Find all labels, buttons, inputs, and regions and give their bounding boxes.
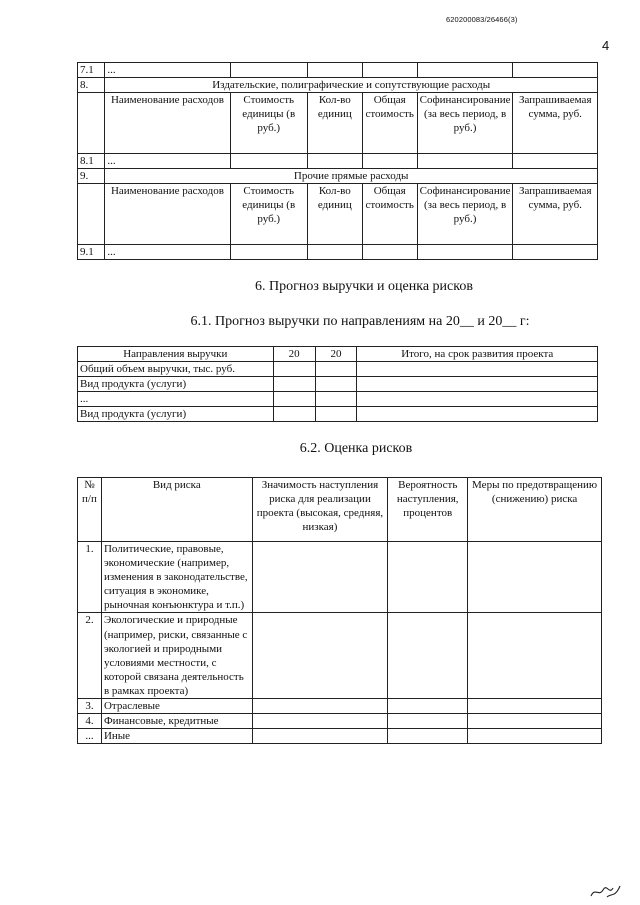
document-id: 620200083/26466(3) bbox=[446, 15, 518, 24]
subsection-heading: 6.1. Прогноз выручки по направлениям на 20__ и 20__ г: bbox=[190, 314, 530, 329]
section-heading: 6. Прогноз выручки и оценка рисков bbox=[255, 279, 473, 294]
row-label: Общий объем выручки, тыс. руб. bbox=[78, 362, 274, 377]
cell bbox=[513, 63, 598, 78]
row-label: Вид продукта (услуги) bbox=[78, 377, 274, 392]
header-row bbox=[78, 478, 602, 542]
column-header: Значимость наступления риска для реализации проекта (высокая, средняя, низкая) bbox=[252, 478, 388, 542]
cell bbox=[315, 377, 357, 392]
cell bbox=[315, 362, 357, 377]
cell bbox=[252, 613, 388, 699]
table-row bbox=[78, 362, 598, 377]
header-row bbox=[78, 93, 598, 154]
column-header: Общая стоимость bbox=[362, 93, 417, 154]
cell bbox=[357, 407, 598, 422]
risk-type: Политические, правовые, экономические (например, изменения в законодательстве, ситуация в экономике, рыночная конъюнктура и т.п.) bbox=[101, 542, 252, 613]
cell bbox=[468, 714, 602, 729]
column-header: Меры по предотвращению (снижению) риска bbox=[468, 478, 602, 542]
cell: ... bbox=[105, 63, 230, 78]
cell bbox=[307, 245, 362, 260]
cell bbox=[273, 392, 315, 407]
column-header: № п/п bbox=[78, 478, 102, 542]
row-number: 3. bbox=[78, 699, 102, 714]
row-number: 9. bbox=[78, 169, 105, 184]
expenses-table bbox=[77, 62, 598, 260]
cell bbox=[230, 154, 307, 169]
page-number: 4 bbox=[602, 38, 610, 53]
cell bbox=[78, 184, 105, 245]
cell bbox=[513, 154, 598, 169]
section-title: Прочие прямые расходы bbox=[105, 169, 598, 184]
table-row bbox=[78, 714, 602, 729]
risk-type: Экологические и природные (например, риски, связанные с экологией и природными условиями местности, с которой связана деятельность в рамках проекта) bbox=[101, 613, 252, 699]
cell bbox=[362, 63, 417, 78]
column-header: Кол-во единиц bbox=[307, 93, 362, 154]
cell bbox=[468, 729, 602, 744]
header-row bbox=[78, 347, 598, 362]
cell bbox=[357, 377, 598, 392]
risk-type: Финансовые, кредитные bbox=[101, 714, 252, 729]
table-row bbox=[78, 542, 602, 613]
revenue-table bbox=[77, 346, 598, 422]
cell bbox=[315, 407, 357, 422]
row-number: ... bbox=[78, 729, 102, 744]
cell bbox=[252, 714, 388, 729]
cell bbox=[230, 245, 307, 260]
cell bbox=[417, 63, 513, 78]
column-header: Запрашиваемая сумма, руб. bbox=[513, 184, 598, 245]
risks-table bbox=[77, 477, 602, 744]
cell bbox=[468, 613, 602, 699]
column-header: Софинансирование (за весь период, в руб.) bbox=[417, 93, 513, 154]
cell bbox=[362, 154, 417, 169]
column-header: Стоимость единицы (в руб.) bbox=[230, 184, 307, 245]
row-number: 4. bbox=[78, 714, 102, 729]
table-row bbox=[78, 699, 602, 714]
cell bbox=[513, 245, 598, 260]
cell bbox=[417, 154, 513, 169]
table-row bbox=[78, 729, 602, 744]
header-row bbox=[78, 184, 598, 245]
cell bbox=[388, 699, 468, 714]
cell bbox=[388, 729, 468, 744]
column-header: 20 bbox=[315, 347, 357, 362]
column-header: Вероятность наступления, процентов bbox=[388, 478, 468, 542]
handwritten-mark bbox=[589, 883, 623, 899]
row-label: Вид продукта (услуги) bbox=[78, 407, 274, 422]
row-number: 1. bbox=[78, 542, 102, 613]
table-row bbox=[78, 377, 598, 392]
subsection-heading: 6.2. Оценка рисков bbox=[299, 441, 413, 456]
cell bbox=[362, 245, 417, 260]
column-header: Стоимость единицы (в руб.) bbox=[230, 93, 307, 154]
cell bbox=[273, 362, 315, 377]
row-number: 7.1 bbox=[78, 63, 105, 78]
cell bbox=[252, 729, 388, 744]
table-row bbox=[78, 154, 598, 169]
row-label: ... bbox=[78, 392, 274, 407]
table-row bbox=[78, 63, 598, 78]
table-row bbox=[78, 613, 602, 699]
table-row bbox=[78, 407, 598, 422]
column-header: Кол-во единиц bbox=[307, 184, 362, 245]
row-number: 8.1 bbox=[78, 154, 105, 169]
column-header: Общая стоимость bbox=[362, 184, 417, 245]
cell bbox=[307, 63, 362, 78]
cell bbox=[388, 714, 468, 729]
cell bbox=[357, 362, 598, 377]
cell bbox=[78, 93, 105, 154]
column-header: 20 bbox=[273, 347, 315, 362]
row-number: 8. bbox=[78, 78, 105, 93]
row-number: 2. bbox=[78, 613, 102, 699]
cell bbox=[273, 407, 315, 422]
column-header: Вид риска bbox=[101, 478, 252, 542]
cell bbox=[230, 63, 307, 78]
cell bbox=[468, 699, 602, 714]
cell bbox=[468, 542, 602, 613]
cell bbox=[315, 392, 357, 407]
cell bbox=[388, 542, 468, 613]
cell bbox=[307, 154, 362, 169]
column-header: Наименование расходов bbox=[105, 184, 230, 245]
column-header: Направления выручки bbox=[78, 347, 274, 362]
cell bbox=[357, 392, 598, 407]
risk-type: Иные bbox=[101, 729, 252, 744]
cell: ... bbox=[105, 154, 230, 169]
cell bbox=[388, 613, 468, 699]
section-title: Издательские, полиграфические и сопутствующие расходы bbox=[105, 78, 598, 93]
cell: ... bbox=[105, 245, 230, 260]
cell bbox=[417, 245, 513, 260]
cell bbox=[252, 542, 388, 613]
column-header: Наименование расходов bbox=[105, 93, 230, 154]
column-header: Запрашиваемая сумма, руб. bbox=[513, 93, 598, 154]
cell bbox=[252, 699, 388, 714]
table-row bbox=[78, 245, 598, 260]
risk-type: Отраслевые bbox=[101, 699, 252, 714]
section-row bbox=[78, 169, 598, 184]
column-header: Итого, на срок развития проекта bbox=[357, 347, 598, 362]
cell bbox=[273, 377, 315, 392]
table-row bbox=[78, 392, 598, 407]
row-number: 9.1 bbox=[78, 245, 105, 260]
section-row bbox=[78, 78, 598, 93]
column-header: Софинансирование (за весь период, в руб.) bbox=[417, 184, 513, 245]
